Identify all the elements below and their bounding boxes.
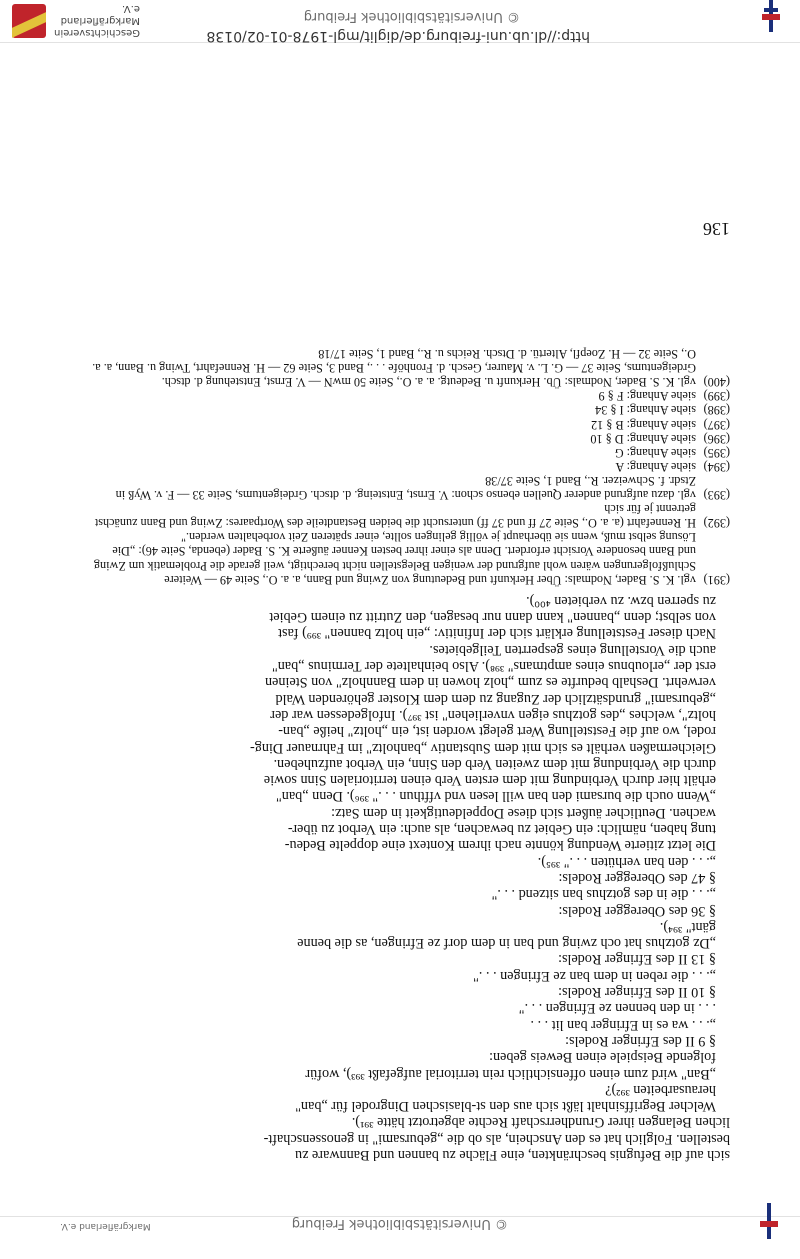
text-line: erhält hier durch Verbindung mit dem ersten Verb einen territorialen Sinn sowie [263,772,716,789]
text-line: herausarbeiten ³⁹²)? [605,1081,716,1098]
text-line: bestellen. Folglich hat es den Anschein, als ob die „gebursami" in genossenschaft- [263,1130,730,1147]
crest-icon [12,4,46,38]
text-line: tung haben, nämlich: ein Gebiet zu bewachen, als auch: ein Verbot zu über- [287,821,716,838]
footnote-number: (399) [703,389,730,404]
paragraph-4 [90,593,730,854]
text-line: lichen Belangen ihrer Grundherrschaft Rechte abgetrotzt hätte ³⁹¹). [351,1114,730,1131]
quote-line: „. . . die reben in dem ban ze Efringen . . ." [473,967,716,984]
library-credit: © Universitätsbibliothek Freiburg [303,9,520,24]
footnote-number: (392) [703,516,730,531]
quote-line: § 36 des Oberegger Rodels: [558,902,716,919]
text-line: Nach dieser Feststellung erklärt sich der Infinitiv: „ein holtz bannen" ³⁹⁹) fast [278,625,716,642]
footnote [90,389,730,403]
quotations [90,853,730,1049]
footnote [90,530,730,586]
text-line: durch die Verbindung mit dem zweiten Verb den Sinn, ein Verbot aufzuheben. [273,755,716,772]
text-line: sich auf die Befugnis beschränkten, eine Fläche zu bannen und Bannware zu [295,1147,730,1163]
footnote-number: (395) [703,445,730,460]
ub-logo-icon [766,0,776,32]
footnote-text: vgl. dazu aufgrund anderer Quellen ebenso schon: V. Ernst, Entsteing. d. dtsch. Grdeigentums, Seite 33 — F. v. Wyß in Ztsdr. f. Schweizer. R., Band 1, Seite 37/38 [115,473,696,503]
quote-line: „. . . den ban verhüten . . ." ³⁹⁵). [537,853,716,870]
society-credit-bottom: Markgräflerland e.V. [60,1221,151,1231]
library-credit-bottom: © Universitätsbibliothek Freiburg [291,1216,508,1231]
footnote [90,446,730,460]
footnote-number: (391) [703,572,730,587]
footnote-number: (394) [703,459,730,474]
paragraph-3 [90,1049,730,1082]
footnote-text: siehe Anhang: D § 10 [590,431,696,446]
society-line-2: Markgräflerland e.V. [60,3,140,26]
footnote-text: siehe Anhang: B § 12 [591,417,696,432]
paragraph-2 [90,1082,730,1115]
page-number: 136 [703,219,730,239]
footnote-number: (396) [703,431,730,446]
text-line: „gebursami" grundsätzlich der Zugang zu dem dem Kloster gehörenden Wald [275,690,716,707]
footnote [90,474,730,502]
footnote [90,347,730,389]
text-line: auch die Vorstellung eines gesperrten Teilgebietes. [429,641,716,658]
text-line: wachen. Deutlicher äußert sich diese Doppeldeutigkeit in dem Satz: [331,804,716,821]
text-line: zu sperren bzw. zu verbieten ⁴⁰⁰). [526,592,716,609]
bottom-bar [0,0,800,43]
text-line: folgende Beispiele einen Beweis geben: [489,1049,716,1066]
footnote-text: vgl. K. S. Bader, Nodmals: Üb. Herkunft u. Bedeutg. a. a. O., Seite 50 mwN — V. Ernst, Entstehung d. dtsch. Grdeigentums, Seite 37 — G. L. v. Maurer, Gesch. d. Fronhöfe . . ., Band 3, Seite 62 — H. Rennefahrt, Twing u. Bann, a. a. O., Seite 32 — H. Zoepfl, Altertü. d. Dtsch. Reichs u. R., Band 1, Seite 17/18 [92,347,696,390]
footnote-number: (400) [703,375,730,390]
text-line: „Ban" wird zum einen offensichtlich rein territorial aufgefaßt ³⁹³), wofür [305,1065,716,1082]
text-line: Welcher Begriffsinhalt läßt sich aus den st-blasischen Dingrodel für „ban" [295,1098,716,1115]
text-line: holtz", welches „des gotzhus eigen vnverliehen" ist ³⁹⁷). Infolgedessen war der [270,706,716,723]
society-line-1: Geschichtsverein [54,27,140,38]
text-line: Gleichermaßen verhält es sich mit dem Substantiv „banholtz" im Fahrnauer Ding- [250,739,716,756]
text-line: Die letzt zitierte Wendung könnte nach ihrem Kontext eine doppelte Bedeu- [284,837,716,854]
quote-line: § 47 des Oberegger Rodels: [558,869,716,886]
footnote [90,417,730,431]
text-line: verwehrt. Deshalb bedurfte es zum „holz howen in dem Bannholz" von Steinen [265,674,716,691]
footnote-number: (397) [703,417,730,432]
paragraph-1 [90,1114,730,1163]
quote-line: . . . in den bennen ze Efringen . . ." [518,1000,716,1017]
footnote-text: siehe Anhang: F § 9 [598,389,696,404]
footnotes [90,347,730,587]
footnote-text: vgl. K. S. Bader, Nodmals: Über Herkunft und Bedeutung von Zwing und Bann, a. a. O., Seite 49 — Weitere Schlußfolgerungen wären wohl aufgrund der wenigen Belegstellen nicht berechtigt, weil gerade die Problematik um Zwing und Bann besondere Vorsicht erfordert. Denn als einer ihrer besten Kenner äußerte K. S. Bader (ebenda, Seite 46): „Die Lösung selbst muß, wenn sie überhaupt je völlig gelingen sollte, einer späteren Zeit vorbehalten werden." [93,530,696,587]
footnote [90,460,730,474]
footnote-text: siehe Anhang: I § 34 [595,403,696,418]
quote-line: § 9 II des Efringer Rodels: [565,1032,716,1049]
text-line: „Wenn ouch die bursami den ban will lesen vnd vffthun . . ." ³⁹⁶). Denn „ban" [276,788,716,805]
footnote-text: siehe Anhang: G [614,445,696,460]
footnote-text: siehe Anhang: A [615,459,696,474]
quote-line: „Dz gotzhus hat och zwing und ban in dem dorf ze Efringen, as die benne [297,935,716,952]
footnote [90,432,730,446]
footnote [90,403,730,417]
page-text [90,347,730,1163]
text-line: erst der „erloubnus eines amptmans" ³⁹⁸). Also beinhaltete der Terminus „ban" [271,658,716,675]
quote-line: § 10 II des Efringer Rodels: [558,984,716,1001]
top-strip [0,1216,800,1259]
quote-line: „. . . die in des gotzhus ban sitzend . . ." [491,886,716,903]
quote-line: gänt" ³⁹⁴). [659,918,716,935]
text-line: von selbst; denn „bannen" kann dann nur besagen, den Zutritt zu einem Gebiet [269,609,716,626]
quote-line: § 13 II des Efringer Rodels: [558,951,716,968]
source-url[interactable]: http://dl.ub.uni-freiburg.de/diglit/mgl-1978-01-02/0138 [206,28,590,44]
society-credit [50,2,140,38]
footnote-number: (393) [703,488,730,503]
quote-line: „. . . wa es in Efringer ban lit . . . [530,1016,716,1033]
footnote-number: (398) [703,403,730,418]
footnote [90,502,730,530]
footnote-text: H. Rennefahrt (a. a. O., Seite 27 ff und 37 ff) untersucht die beiden Bestandteile des Wortpaares: Zwing und Bann zunächst getrennt je für sich [94,502,696,531]
ub-logo-small-icon [764,1203,774,1239]
text-line: rodel, wo auf die Feststellung Wert gelegt worden ist, ein „holtz" heiße „ban- [278,723,716,740]
